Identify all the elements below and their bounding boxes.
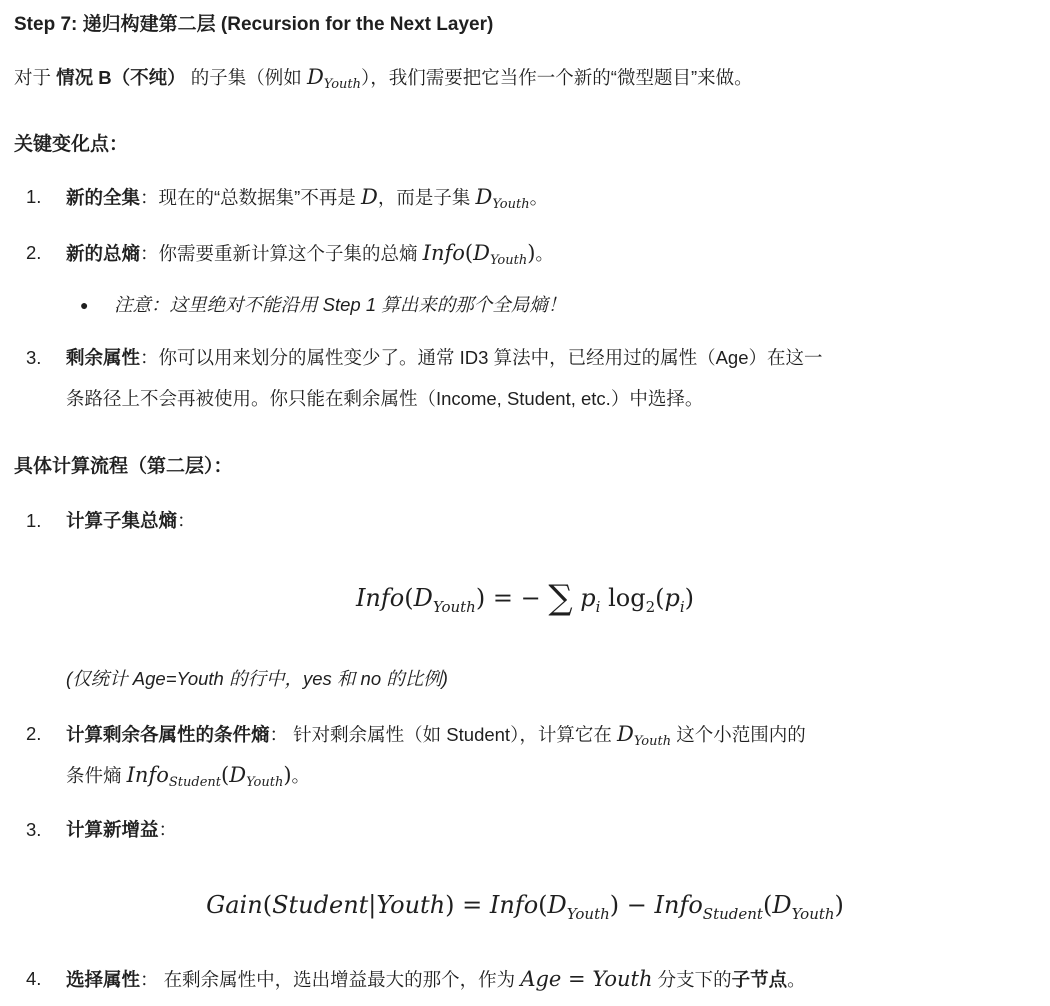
list-number: 3. [26,347,42,368]
item-text: ： 在剩余属性中，选出增益最大的那个，作为 [140,969,521,990]
math-d-youth: $D_{Youth}$ [306,65,362,92]
intro-bold: 情况 B（不纯） [56,67,186,88]
item-text: ，而是子集 [377,187,476,208]
item-text: 条路径上不会再被使用。你只能在剩余属性（Income, Student, etc.）中选择。 [66,388,704,409]
equation-entropy: $Info(D_{Youth})$ = − ∑ $p_i$ $\log_2(p_i)$ [355,578,695,618]
item-bold: 计算子集总熵 [66,510,178,531]
item-text: 。 [535,243,554,264]
math-d-youth: $D_{Youth}$ [475,185,530,212]
intro-text: ），我们需要把它当作一个新的“微型题目”来做。 [361,67,753,88]
math-d: D [360,185,378,209]
intro-text: 对于 [14,67,57,88]
item-bold: 计算新增益 [66,819,159,840]
section-title-process: 具体计算流程（第二层）： [14,456,233,477]
list-number: 4. [26,968,42,989]
list-number: 1. [26,510,42,531]
item-bold: 计算剩余各属性的条件熵 [66,724,270,745]
step-heading: Step 7: 递归构建第二层 (Recursion for the Next Layer) [14,14,494,35]
bullet-text: 注意：这里绝对不能沿用 Step 1 算出来的那个全局熵！ [114,294,567,315]
math-info-student: $Info_{Student}(D_{Youth})$ [126,763,292,790]
math-d-youth: $D_{Youth}$ [616,722,672,749]
item-text: 条件熵 [66,765,127,786]
item-text: ： [158,819,178,840]
item-bold: 选择属性 [66,969,141,990]
item-text: ： 针对剩余属性（如 Student），计算它在 [269,724,617,745]
intro-paragraph [14,62,1050,93]
item-text: ： [177,510,196,531]
bullet-dot: ● [80,297,89,313]
item-bold: 新的总熵 [66,243,141,264]
item-bold: 新的全集 [66,187,141,208]
math-info-d-youth: $Info(D_{Youth})$ [422,241,536,268]
list-number: 3. [26,819,42,840]
intro-text: 的子集（例如 [185,67,307,88]
item-text: ：现在的“总数据集”不再是 [140,187,361,208]
note-text: (仅统计 Age=Youth 的行中，yes 和 no 的比例) [66,668,448,689]
section-title-key-changes: 关键变化点： [14,134,129,155]
item-bold: 子节点 [731,969,788,990]
math-age-youth: Age = Youth [520,967,653,991]
item-text: 这个小范围内的 [671,724,806,745]
item-bold: 剩余属性 [66,347,141,368]
list-number: 2. [26,723,42,744]
item-text: 。 [529,187,549,208]
equation-gain: Gain(Student|Youth) = $Info(D_{Youth})$ − $Info_{Student}(D_{Youth})$ [206,891,844,923]
item-text: 。 [291,765,311,786]
item-text: 。 [787,969,806,990]
item-text: 分支下的 [652,969,732,990]
list-number: 2. [26,242,42,263]
item-text: ：你需要重新计算这个子集的总熵 [140,243,423,264]
list-number: 1. [26,186,42,207]
item-text: ：你可以用来划分的属性变少了。通常 ID3 算法中，已经用过的属性（Age）在这一 [140,347,823,368]
